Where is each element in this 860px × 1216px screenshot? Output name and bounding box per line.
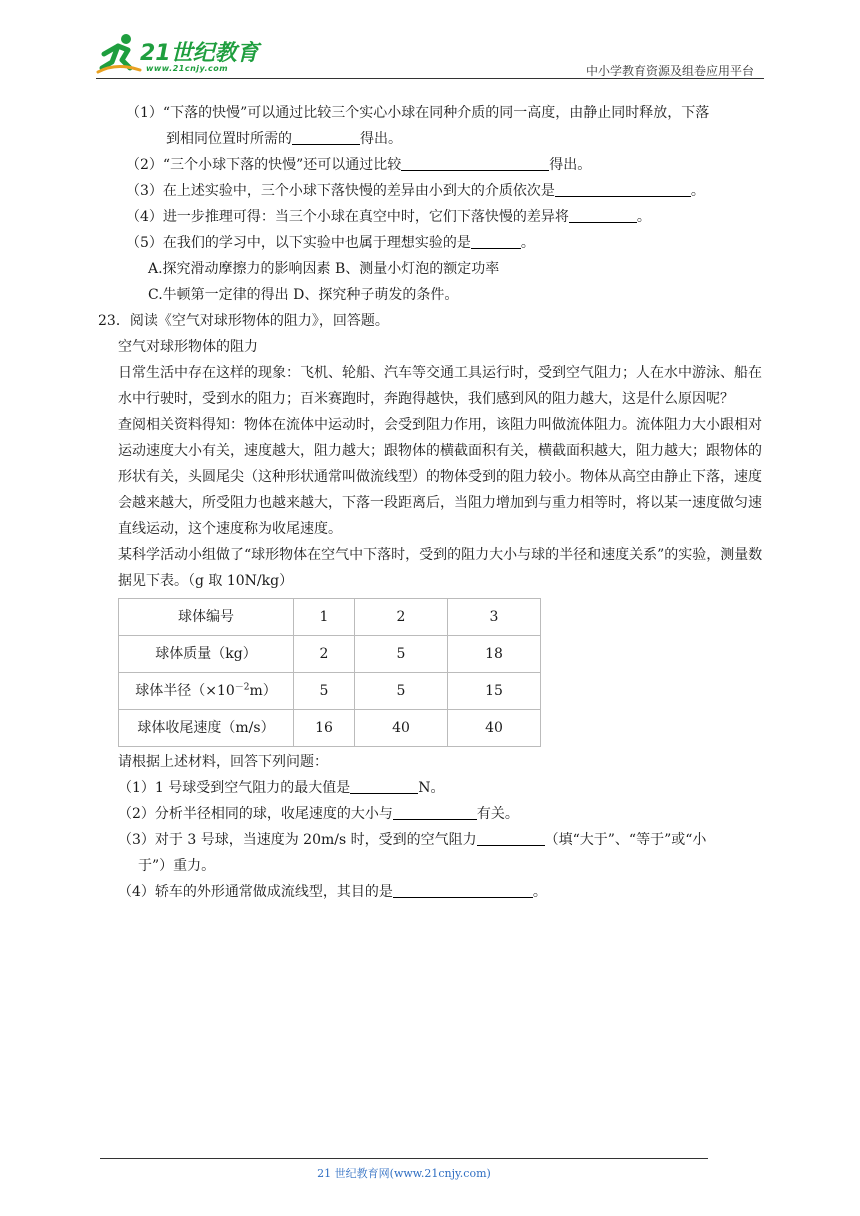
answer-blank[interactable] (401, 154, 549, 171)
q22-sub2: （2）“三个小球下落的快慢”还可以通过比较 得出。 (118, 152, 768, 178)
answer-blank[interactable] (555, 180, 691, 197)
header-divider (96, 78, 764, 79)
table-row (119, 636, 541, 673)
table-cell: 2 (294, 636, 355, 673)
table-cell: 40 (448, 710, 541, 747)
q23-intro: 23．阅读《空气对球形物体的阻力》，回答题。 (98, 313, 389, 329)
table-cell: 15 (448, 673, 541, 710)
answer-blank[interactable] (471, 232, 521, 249)
q23-sub1: （1）1 号球受到空气阻力的最大值是 N。 (118, 775, 768, 801)
table-row (119, 710, 541, 747)
table-cell: 球体质量（kg） (119, 636, 294, 673)
answer-blank[interactable] (569, 206, 637, 223)
table-cell: 球体半径$(\times 10^{-2}m)$ (119, 673, 294, 710)
answer-blank[interactable] (350, 777, 418, 794)
article-para-1: 日常生活中存在这样的现象：飞机、轮船、汽车等交通工具运行时，受到空气阻力；人在水中游泳、船在水中行驶时，受到水的阻力；百米赛跑时，奔跑得越快，我们感到风的阻力越大，这是什么原因呢？ (118, 365, 762, 407)
table-cell: 球体编号 (119, 599, 294, 636)
page-header (96, 32, 760, 78)
footer-divider (100, 1158, 708, 1159)
article-para-2: 查阅相关资料得知：物体在流体中运动时，会受到阻力作用，该阻力叫做流体阻力。流体阻力大小跟相对运动速度大小有关，速度越大，阻力越大；跟物体的横截面积有关，横截面积越大，阻力越大；跟物体的形状有关，头圆尾尖（这种形状通常叫做流线型）的物体受到的阻力较小。物体从高空由静止下落，速度会越来越大，所受阻力也越来越大，下落一段距离后，当阻力增加到与重力相等时，将以某一速度做匀速直线运动，这个速度称为收尾速度。 (118, 417, 762, 537)
table-cell: 18 (448, 636, 541, 673)
data-table (118, 598, 541, 747)
logo (96, 32, 276, 78)
table-cell: 40 (355, 710, 448, 747)
q22-options-cd: C.牛顿第一定律的得出 D、探究种子萌发的条件。 (148, 287, 459, 303)
page-footer[interactable]: 21 世纪教育网(www.21cnjy.com) (317, 1167, 491, 1180)
q23-sub4: （4）轿车的外形通常做成流线型，其目的是 。 (118, 879, 768, 905)
document-content (98, 100, 768, 905)
q23-sub3: （3）对于 3 号球，当速度为 20m/s 时，受到的空气阻力 （填“大于”、“等于”或“小 (118, 827, 768, 853)
logo-url: www.21cnjy.com (146, 64, 229, 73)
table-row (119, 599, 541, 636)
q22-options-ab: A.探究滑动摩擦力的影响因素 B、测量小灯泡的额定功率 (148, 261, 500, 277)
logo-text: 21世纪教育 (140, 41, 259, 66)
q23-sub2: （2）分析半径相同的球，收尾速度的大小与 有关。 (118, 801, 768, 827)
table-cell: 2 (355, 599, 448, 636)
table-cell: 5 (294, 673, 355, 710)
table-cell: 1 (294, 599, 355, 636)
table-cell: 5 (355, 636, 448, 673)
article-para-3: 某科学活动小组做了“球形物体在空气中下落时，受到的阻力大小与球的半径和速度关系”的实验，测量数据见下表。（g 取 10N/kg） (118, 547, 763, 589)
table-cell: 16 (294, 710, 355, 747)
questions-prompt: 请根据上述材料，回答下列问题： (118, 754, 328, 770)
answer-blank[interactable] (292, 128, 360, 145)
article-title: 空气对球形物体的阻力 (118, 339, 258, 355)
q23-sub3-cont: 于”）重力。 (138, 858, 216, 874)
table-cell: 球体收尾速度（m/s） (119, 710, 294, 747)
table-row (119, 673, 541, 710)
table-cell: 5 (355, 673, 448, 710)
q22-sub1: （1）“下落的快慢”可以通过比较三个实心小球在同种介质的同一高度，由静止同时释放，下落 (126, 105, 710, 121)
answer-blank[interactable] (393, 803, 477, 820)
q22-sub1-cont: 到相同位置时所需的 得出。 (118, 126, 768, 152)
q22-sub5: （5）在我们的学习中，以下实验中也属于理想实验的是 。 (118, 230, 768, 256)
runner-logo-icon (96, 32, 142, 78)
answer-blank[interactable] (477, 829, 545, 846)
answer-blank[interactable] (393, 881, 533, 898)
platform-name: 中小学教育资源及组卷应用平台 (585, 64, 754, 78)
q22-sub4: （4）进一步推理可得：当三个小球在真空中时，它们下落快慢的差异将 。 (118, 204, 768, 230)
q22-sub3: （3）在上述实验中，三个小球下落快慢的差异由小到大的介质依次是 。 (118, 178, 768, 204)
table-cell: 3 (448, 599, 541, 636)
